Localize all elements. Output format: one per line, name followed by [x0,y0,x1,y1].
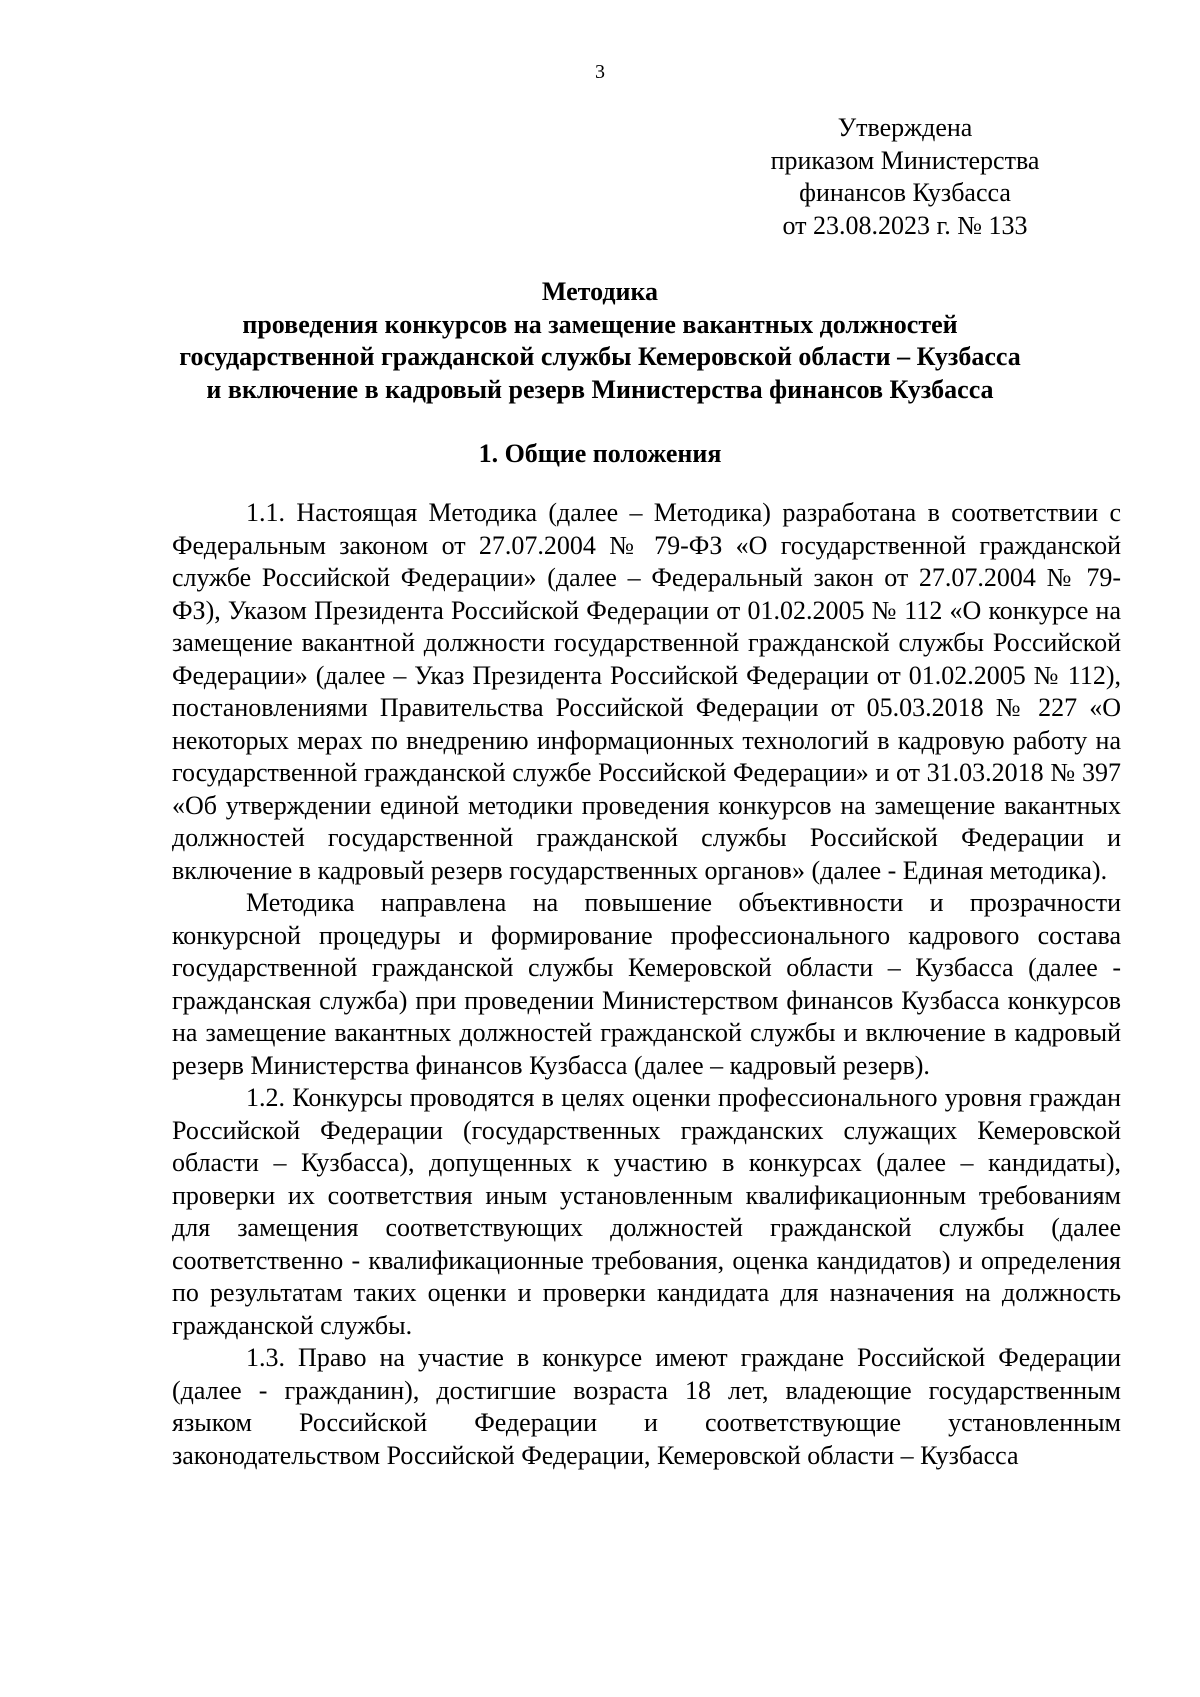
document-title [100,276,1100,406]
title-line: и включение в кадровый резерв Министерства финансов Кузбасса [206,374,994,404]
paragraph-1-2: 1.2. Конкурсы проводятся в целях оценки профессионального уровня граждан Российской Федерации (государственных гражданских служащих Кемеровской области – Кузбасса), допущенных к участию в конкурсах (далее – кандидаты), проверки их соответствия иным установленным квалификационным требованиям для замещения соответствующих должностей гражданской службы (далее соответственно - квалификационные требования, оценка кандидатов) и определения по результатам таких оценки и проверки кандидата для назначения на должность гражданской службы. [172,1083,1121,1340]
page-number: 3 [595,61,605,83]
title-line: Методика [541,277,659,306]
paragraph-1-3: 1.3. Право на участие в конкурсе имеют граждане Российской Федерации (далее - гражданин), достигшие возраста 18 лет, владеющие государственным языком Российской Федерации и соответствующие установленным законодательством Российской Федерации, Кемеровской области – Кузбасса [172,1343,1121,1470]
title-line: государственной гражданской службы Кемеровской области – Кузбасса [179,342,1021,371]
section-heading: 1. Общие положения [478,439,722,468]
approval-line: Утверждена [837,113,973,142]
paragraph-purpose: Методика направлена на повышение объективности и прозрачности конкурсной процедуры и формирование профессионального кадрового состава государственной гражданской службы Кемеровской области – Кузбасса (далее - гражданская служба) при проведении Министерством финансов Кузбасса конкурсов на замещение вакантных должностей гражданской службы и включение в кадровый резерв Министерства финансов Кузбасса (далее – кадровый резерв). [172,888,1121,1080]
approval-stamp [740,112,1070,242]
paragraph-1-1: 1.1. Настоящая Методика (далее – Методика) разработана в соответствии с Федеральным законом от 27.07.2004 № 79-ФЗ «О государственной гражданской службе Российской Федерации» (далее – Федеральный закон от 27.07.2004 № 79-ФЗ), Указом Президента Российской Федерации от 01.02.2005 № 112 «О конкурсе на замещение вакантной должности государственной гражданской службы Российской Федерации» (далее – Указ Президента Российской Федерации от 01.02.2005 № 112), постановлениями Правительства Российской Федерации от 05.03.2018 № 227 «О некоторых мерах по внедрению информационных технологий в кадровую работу на государственной гражданской службе Российской Федерации» и от 31.03.2018 № 397 «Об утверждении единой методики проведения конкурсов на замещение вакантных должностей государственной гражданской службы Российской Федерации и включение в кадровый резерв государственных органов» (далее - Единая методика). [172,498,1121,885]
approval-line: финансов Кузбасса [799,178,1011,207]
title-line: проведения конкурсов на замещение вакантных должностей [242,309,958,339]
approval-line: от 23.08.2023 г. № 133 [782,210,1028,240]
approval-line: приказом Министерства [770,145,1040,175]
document-body [172,497,1121,1472]
